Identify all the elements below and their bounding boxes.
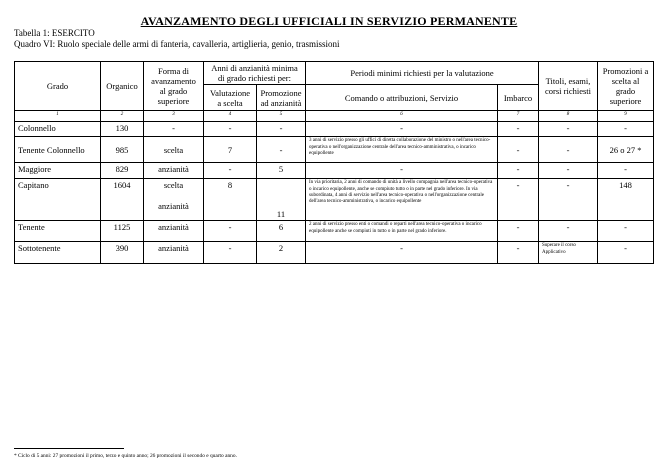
cell-valutazione: - bbox=[204, 242, 257, 264]
header-promozioni: Promozioni a scelta al grado superiore bbox=[598, 62, 654, 111]
cell-promozioni: - bbox=[598, 221, 654, 242]
cell-promozioni: - bbox=[598, 122, 654, 137]
cell-anzianita: 6 bbox=[257, 221, 306, 242]
cell-comando: 2 anni di servizio presso enti o comandi o reparti nell'area tecnico-operativa o incarico equipollente anche se compiuti in tutto o in parte nel grado inferiore. bbox=[306, 221, 498, 242]
col-number: 7 bbox=[498, 111, 539, 122]
col-number: 2 bbox=[101, 111, 144, 122]
footnote-separator bbox=[14, 448, 124, 449]
cell-organico: 985 bbox=[101, 137, 144, 163]
document-title: AVANZAMENTO DEGLI UFFICIALI IN SERVIZIO PERMANENTE bbox=[140, 14, 518, 28]
footnote: * Ciclo di 5 anni: 27 promozioni il primo, terzo e quinto anno; 26 promozioni il secondo e quarto anno. bbox=[14, 453, 237, 459]
table-row bbox=[15, 179, 654, 221]
header-titoli: Titoli, esami, corsi richiesti bbox=[539, 62, 598, 111]
cell-organico: 1604 bbox=[101, 179, 144, 221]
cell-titoli: - bbox=[539, 163, 598, 179]
table-row bbox=[15, 242, 654, 264]
cell-anzianita: - bbox=[257, 122, 306, 137]
cell-forma: anzianità bbox=[144, 242, 204, 264]
cell-organico: 390 bbox=[101, 242, 144, 264]
cell-grado: Tenente Colonnello bbox=[15, 137, 101, 163]
col-number: 5 bbox=[257, 111, 306, 122]
cell-grado: Capitano bbox=[15, 179, 101, 221]
cell-titoli: - bbox=[539, 221, 598, 242]
cell-forma: - bbox=[144, 122, 204, 137]
header-periodi: Periodi minimi richiesti per la valutazione bbox=[306, 62, 539, 85]
header-forma: Forma di avanzamento al grado superiore bbox=[144, 62, 204, 111]
cell-promozioni: - bbox=[598, 163, 654, 179]
cell-anzianita: 11 bbox=[257, 179, 306, 221]
cell-forma: anzianità bbox=[144, 163, 204, 179]
table-subtitle: Tabella 1: ESERCITO bbox=[14, 28, 95, 38]
cell-organico: 1125 bbox=[101, 221, 144, 242]
header-comando: Comando o attribuzioni, Servizio bbox=[306, 85, 498, 111]
forma-scelta: scelta bbox=[163, 180, 184, 191]
cell-imbarco: - bbox=[498, 122, 539, 137]
cell-valutazione: 8 bbox=[204, 179, 257, 221]
cell-imbarco: - bbox=[498, 221, 539, 242]
cell-imbarco: - bbox=[498, 179, 539, 221]
cell-anzianita: 2 bbox=[257, 242, 306, 264]
table-row bbox=[15, 221, 654, 242]
cell-imbarco: - bbox=[498, 163, 539, 179]
header-anni: Anni di anzianità minima di grado richiesti per: bbox=[204, 62, 306, 85]
cell-anzianita: - bbox=[257, 137, 306, 163]
col-number: 1 bbox=[15, 111, 101, 122]
cell-valutazione: - bbox=[204, 221, 257, 242]
table-row bbox=[15, 137, 654, 163]
cell-comando: 3 anni di servizio presso gli uffici di diretta collaborazione del ministro o nell'area tecnico-operativa o nell'organizzazione centrale dell'area tecnico-amministrativa, o incarico equipollente bbox=[306, 137, 498, 163]
cell-forma: anzianità bbox=[144, 221, 204, 242]
cell-imbarco: - bbox=[498, 137, 539, 163]
cell-comando: - bbox=[306, 163, 498, 179]
cell-grado: Sottotenente bbox=[15, 242, 101, 264]
cell-organico: 829 bbox=[101, 163, 144, 179]
col-number: 6 bbox=[306, 111, 498, 122]
forma-anzianita: anzianità bbox=[158, 201, 189, 212]
cell-titoli: - bbox=[539, 137, 598, 163]
col-number: 4 bbox=[204, 111, 257, 122]
cell-comando: In via prioritaria, 2 anni di comando di unità a livello compagnia nell'area tecnico-operativa o incarico equipollente, anche se compiuto tutto o in parte nel grado inferiore. In via subordinata, 4 anni di servizio nell'area tecnico-operativa o nell'organizzazione centrale dell'area tecnico-amministrativa, o incarico equipollente bbox=[306, 179, 498, 221]
cell-promozioni: - bbox=[598, 242, 654, 264]
quadro-subtitle: Quadro VI: Ruolo speciale delle armi di fanteria, cavalleria, artiglieria, genio, trasmissioni bbox=[14, 39, 340, 49]
header-imbarco: Imbarco bbox=[498, 85, 539, 111]
cell-grado: Tenente bbox=[15, 221, 101, 242]
cell-forma: scelta bbox=[144, 137, 204, 163]
cell-forma bbox=[144, 179, 204, 221]
advancement-table bbox=[14, 61, 654, 264]
cell-promozioni: 148 bbox=[598, 179, 654, 221]
col-number: 8 bbox=[539, 111, 598, 122]
cell-comando: - bbox=[306, 242, 498, 264]
header-promozione-anzianita: Promozione ad anzianità bbox=[257, 85, 306, 111]
cell-valutazione: - bbox=[204, 163, 257, 179]
cell-comando: - bbox=[306, 122, 498, 137]
header-valutazione: Valutazione a scelta bbox=[204, 85, 257, 111]
cell-imbarco: - bbox=[498, 242, 539, 264]
cell-promozioni: 26 o 27 * bbox=[598, 137, 654, 163]
col-number: 9 bbox=[598, 111, 654, 122]
header-organico: Organico bbox=[101, 62, 144, 111]
cell-valutazione: - bbox=[204, 122, 257, 137]
cell-valutazione: 7 bbox=[204, 137, 257, 163]
cell-titoli: Superare il corso Applicativo bbox=[539, 242, 598, 264]
cell-organico: 130 bbox=[101, 122, 144, 137]
cell-titoli: - bbox=[539, 179, 598, 221]
cell-grado: Maggiore bbox=[15, 163, 101, 179]
header-grado: Grado bbox=[15, 62, 101, 111]
cell-grado: Colonnello bbox=[15, 122, 101, 137]
table-row bbox=[15, 163, 654, 179]
cell-titoli: - bbox=[539, 122, 598, 137]
col-number: 3 bbox=[144, 111, 204, 122]
cell-anzianita: 5 bbox=[257, 163, 306, 179]
table-row bbox=[15, 122, 654, 137]
column-number-row bbox=[15, 111, 654, 122]
